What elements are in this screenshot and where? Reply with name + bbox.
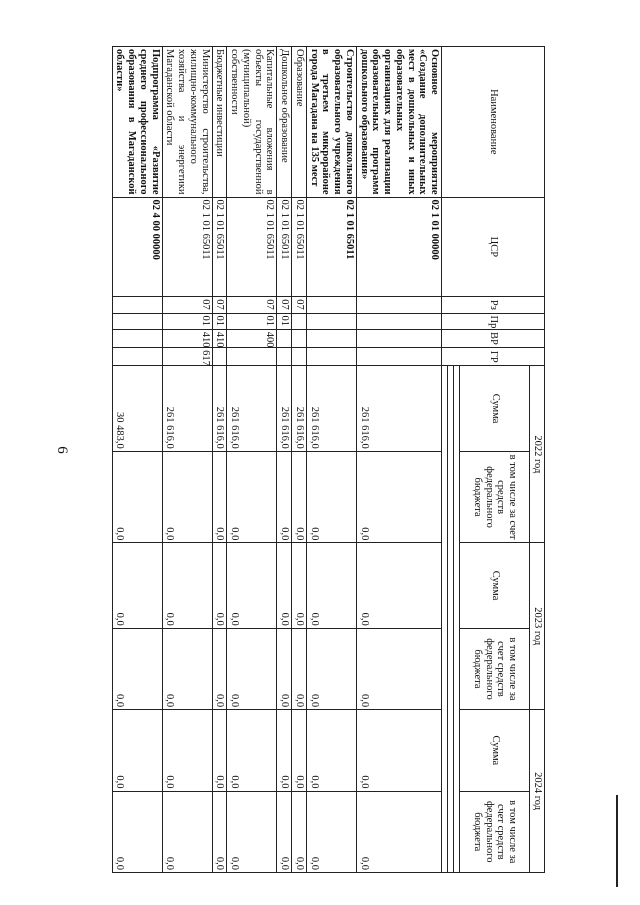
table-row — [227, 47, 277, 873]
row-pr: 01 — [162, 313, 212, 329]
header-year-2024: 2024 год — [530, 710, 545, 873]
row-csr: 02 1 01 65011 — [212, 197, 227, 297]
budget-table — [112, 46, 545, 873]
federal-2023: 0,0 — [307, 628, 357, 709]
table-row — [277, 47, 292, 873]
row-name: Основное мероприятие «Создание дополнительных мест в дошкольных и иных образовательных организациях для реализации образовательных программ дошкольного образования» — [357, 47, 442, 198]
header-federal-2023: в том числе за счет средств федерального бюджета — [460, 628, 530, 709]
row-csr: 02 1 01 65011 — [277, 197, 292, 297]
header-sum-2023: Сумма — [460, 543, 530, 628]
budget-table-container — [114, 46, 545, 873]
federal-2023: 0,0 — [212, 628, 227, 709]
row-pr — [357, 313, 442, 329]
sum-2024: 0,0 — [162, 710, 212, 791]
table-row — [307, 47, 357, 873]
sum-2023: 0,0 — [292, 543, 307, 628]
federal-2024: 0,0 — [357, 791, 442, 872]
row-name: Капитальные вложения в объекты государственной (муниципальной) собственности — [227, 47, 277, 198]
header-sum-2024: Сумма — [460, 710, 530, 791]
federal-2024: 0,0 — [212, 791, 227, 872]
sum-2022: 261 616,0 — [292, 366, 307, 451]
row-csr: 02 1 01 65011 — [307, 197, 357, 297]
row-gr — [357, 348, 442, 366]
sum-2023: 0,0 — [357, 543, 442, 628]
header-year-2023: 2023 год — [530, 543, 545, 710]
row-pr: 01 — [227, 313, 277, 329]
federal-2023: 0,0 — [112, 628, 162, 709]
row-gr — [212, 348, 227, 366]
row-pr: 01 — [277, 313, 292, 329]
sum-2022: 261 616,0 — [307, 366, 357, 451]
header-spacer — [448, 366, 454, 873]
row-vr: 400 — [227, 329, 277, 347]
federal-2023: 0,0 — [357, 628, 442, 709]
federal-2022: 0,0 — [292, 451, 307, 543]
row-csr: 02 1 01 00000 — [357, 197, 442, 297]
row-vr — [112, 329, 162, 347]
sum-2022: 261 616,0 — [227, 366, 277, 451]
sum-2023: 0,0 — [162, 543, 212, 628]
federal-2022: 0,0 — [112, 451, 162, 543]
row-rz — [357, 297, 442, 313]
table-row — [292, 47, 307, 873]
row-rz: 07 — [227, 297, 277, 313]
header-federal-2022: в том числе за счет средств федерального бюджета — [460, 451, 530, 543]
table-row — [162, 47, 212, 873]
federal-2024: 0,0 — [227, 791, 277, 872]
sum-2022: 261 616,0 — [277, 366, 292, 451]
row-vr: 410 — [162, 329, 212, 347]
margin-line — [616, 795, 618, 887]
sum-2023: 0,0 — [307, 543, 357, 628]
sum-2024: 0,0 — [292, 710, 307, 791]
header-csr: ЦСР — [442, 197, 545, 297]
sum-2022: 261 616,0 — [357, 366, 442, 451]
sum-2023: 0,0 — [227, 543, 277, 628]
row-pr — [112, 313, 162, 329]
header-federal-2024: в том числе за счет средств федерального бюджета — [460, 791, 530, 872]
federal-2022: 0,0 — [357, 451, 442, 543]
row-rz — [307, 297, 357, 313]
federal-2023: 0,0 — [277, 628, 292, 709]
federal-2022: 0,0 — [277, 451, 292, 543]
federal-2022: 0,0 — [307, 451, 357, 543]
table-row — [357, 47, 442, 873]
sum-2023: 0,0 — [112, 543, 162, 628]
row-name: Бюджетные инвестиции — [212, 47, 227, 198]
sum-2024: 0,0 — [212, 710, 227, 791]
sum-2023: 0,0 — [212, 543, 227, 628]
row-pr — [307, 313, 357, 329]
row-gr — [277, 348, 292, 366]
rotated-table-frame — [114, 46, 545, 873]
header-name: Наименование — [442, 47, 545, 198]
header-year-2022: 2022 год — [530, 366, 545, 543]
federal-2022: 0,0 — [227, 451, 277, 543]
federal-2023: 0,0 — [162, 628, 212, 709]
sum-2022: 261 616,0 — [212, 366, 227, 451]
federal-2023: 0,0 — [292, 628, 307, 709]
row-vr: 410 — [212, 329, 227, 347]
federal-2022: 0,0 — [212, 451, 227, 543]
sum-2024: 0,0 — [112, 710, 162, 791]
row-name: Строительство дошкольного образовательного учреждения в третьем микрорайоне города Магадана на 135 мест — [307, 47, 357, 198]
row-rz: 07 — [212, 297, 227, 313]
federal-2024: 0,0 — [162, 791, 212, 872]
sum-2022: 30 483,0 — [112, 366, 162, 451]
table-row — [212, 47, 227, 873]
row-rz: 07 — [277, 297, 292, 313]
federal-2022: 0,0 — [162, 451, 212, 543]
row-gr — [292, 348, 307, 366]
header-vr: ВР — [442, 329, 545, 347]
row-csr: 02 4 00 00000 — [112, 197, 162, 297]
federal-2024: 0,0 — [277, 791, 292, 872]
row-name: Дошкольное образование — [277, 47, 292, 198]
row-name: Подпрограмма «Развитие среднего профессионального образования в Магаданской области» — [112, 47, 162, 198]
header-pr: Пр — [442, 313, 545, 329]
row-rz: 07 — [162, 297, 212, 313]
federal-2024: 0,0 — [307, 791, 357, 872]
sum-2023: 0,0 — [277, 543, 292, 628]
federal-2023: 0,0 — [227, 628, 277, 709]
row-gr — [112, 348, 162, 366]
row-gr: 617 — [162, 348, 212, 366]
page-number: 6 — [54, 446, 70, 454]
row-vr — [292, 329, 307, 347]
federal-2024: 0,0 — [292, 791, 307, 872]
row-gr — [227, 348, 277, 366]
row-vr — [357, 329, 442, 347]
sum-2022: 261 616,0 — [162, 366, 212, 451]
row-csr: 02 1 01 65011 — [292, 197, 307, 297]
header-rz: Рз — [442, 297, 545, 313]
header-sum-2022: Сумма — [460, 366, 530, 451]
sum-2024: 0,0 — [277, 710, 292, 791]
row-rz: 07 — [292, 297, 307, 313]
sum-2024: 0,0 — [307, 710, 357, 791]
header-spacer — [454, 366, 460, 873]
row-pr — [292, 313, 307, 329]
row-pr: 01 — [212, 313, 227, 329]
sum-2024: 0,0 — [227, 710, 277, 791]
row-csr: 02 1 01 65011 — [162, 197, 212, 297]
header-spacer — [442, 366, 448, 873]
header-gr: ГР — [442, 348, 545, 366]
row-name: Образование — [292, 47, 307, 198]
row-gr — [307, 348, 357, 366]
sum-2024: 0,0 — [357, 710, 442, 791]
row-csr: 02 1 01 65011 — [227, 197, 277, 297]
row-vr — [277, 329, 292, 347]
row-name: Министерство строительства, жилищно-коммунального хозяйства и энергетики Магаданской области — [162, 47, 212, 198]
federal-2024: 0,0 — [112, 791, 162, 872]
table-row — [112, 47, 162, 873]
row-rz — [112, 297, 162, 313]
row-vr — [307, 329, 357, 347]
